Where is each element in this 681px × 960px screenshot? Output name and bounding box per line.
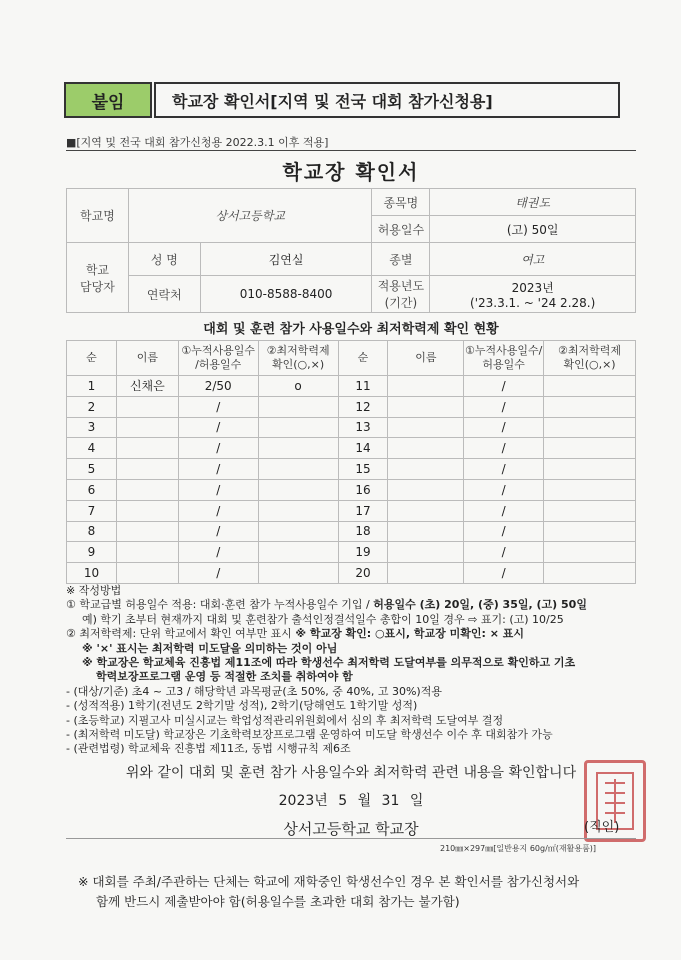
row-name: [116, 542, 178, 563]
period-text: ('23.3.1. ~ '24 2.28.): [470, 295, 596, 310]
row-no-right: 17: [338, 500, 388, 521]
row-check: [258, 500, 338, 521]
table-row: [67, 376, 636, 397]
row-name: [116, 417, 178, 438]
row-no-right: 19: [338, 542, 388, 563]
instruction-line: ※ 학교장은 학교체육 진흥법 제11조에 따라 학생선수 최저학력 도달여부를 의무적으로 확인하고 기초: [82, 656, 576, 670]
status-table: [66, 340, 636, 584]
row-name-right: [388, 521, 464, 542]
col-name-right: 이름: [388, 341, 464, 376]
row-days: /: [178, 459, 258, 480]
col-days-line2: /허용일수: [195, 358, 242, 371]
row-name-right: [388, 563, 464, 584]
row-days-right: /: [464, 417, 544, 438]
row-days: /: [178, 563, 258, 584]
row-check-right: [544, 417, 636, 438]
row-check: [258, 417, 338, 438]
row-name: [116, 438, 178, 459]
instruction-text: ② 최저학력제: 단위 학교에서 확인 여부만 표시: [66, 627, 296, 641]
principal-signature: 상서고등학교 학교장: [283, 820, 419, 838]
row-no: 5: [67, 459, 117, 480]
gender-label: 종별: [372, 243, 430, 276]
footer-note: [78, 872, 638, 912]
row-days-right: /: [464, 521, 544, 542]
row-check: [258, 563, 338, 584]
table-row: [67, 521, 636, 542]
header-title: 학교장 확인서[지역 및 전국 대회 참가신청용]: [154, 82, 620, 118]
row-name: [116, 521, 178, 542]
row-check-right: [544, 479, 636, 500]
year-label-line1: 적용년도: [377, 279, 425, 293]
row-days: /: [178, 438, 258, 459]
event-label: 종목명: [372, 189, 430, 216]
row-name-right: [388, 396, 464, 417]
instruction-line: - (관련법령) 학교체육 진흥법 제11조, 동법 시행규칙 제6조: [66, 742, 351, 756]
school-label: 학교명: [67, 189, 129, 243]
page-title: 학교장 확인서: [282, 160, 420, 184]
row-check: [258, 459, 338, 480]
year-label: [372, 276, 430, 313]
instructions: [66, 584, 646, 757]
table-row: [67, 417, 636, 438]
row-days: /: [178, 542, 258, 563]
row-days-right: /: [464, 396, 544, 417]
status-subtitle: 대회 및 훈련 참가 사용일수와 최저학력제 확인 현황: [203, 322, 499, 337]
table-row: [67, 396, 636, 417]
divider: [66, 838, 636, 839]
name-value: 김연실: [200, 243, 372, 276]
application-note: ■[지역 및 전국 대회 참가신청용 2022.3.1 이후 적용]: [66, 136, 329, 149]
col-days-line1: ①누적사용일수: [181, 344, 256, 357]
header: [64, 82, 620, 120]
col-name: 이름: [116, 341, 178, 376]
row-no: 1: [67, 376, 117, 397]
col-days-right: [464, 341, 544, 376]
row-name-right: [388, 417, 464, 438]
row-check: [258, 542, 338, 563]
seal-label: (직인): [584, 820, 620, 835]
paper-size-note: 210㎜×297㎜[일반용지 60g/㎡(재활용품)]: [440, 844, 597, 853]
school-value: 상서고등학교: [128, 189, 372, 243]
row-days-right: /: [464, 500, 544, 521]
row-name: 신채은: [116, 376, 178, 397]
row-no-right: 16: [338, 479, 388, 500]
table-row: [67, 563, 636, 584]
col-check-right: [544, 341, 636, 376]
row-check: [258, 521, 338, 542]
event-value: 태권도: [430, 189, 636, 216]
row-check-right: [544, 563, 636, 584]
row-name-right: [388, 542, 464, 563]
instruction-line: 예) 학기 초부터 현재까지 대회 및 훈련참가 출석인정결석일수 총합이 10일 경우 ⇨ 표기: (고) 10/25: [82, 612, 564, 626]
instruction-bold: 허용일수 (초) 20일, (중) 35일, (고) 50일: [373, 598, 587, 612]
row-name-right: [388, 438, 464, 459]
days-label: 허용일수: [372, 216, 430, 243]
table-header-row: [67, 341, 636, 376]
manager-label-line2: 담당자: [80, 279, 115, 294]
instruction-text: ① 학교급별 허용일수 적용: 대회·훈련 참가 누적사용일수 기입 /: [66, 598, 374, 612]
contact-value: 010-8588-8400: [200, 276, 372, 313]
year-label-line2: (기간): [384, 296, 418, 310]
row-name-right: [388, 479, 464, 500]
row-no: 8: [67, 521, 117, 542]
manager-label-line1: 학교: [85, 262, 110, 277]
col-check-right-line2: 확인(○,×): [563, 358, 616, 371]
row-days-right: /: [464, 376, 544, 397]
row-no: 3: [67, 417, 117, 438]
instruction-line: - (대상/기준) 초4 ~ 고3 / 해당학년 과목평균(초 50%, 중 40%, 고 30%)적용: [66, 684, 442, 698]
instruction-bold: ※ 학교장 확인: ○표시, 학교장 미확인: × 표시: [295, 627, 524, 641]
contact-label: 연락처: [128, 276, 200, 313]
row-days-right: /: [464, 438, 544, 459]
row-no-right: 15: [338, 459, 388, 480]
table-row: [67, 459, 636, 480]
table-row: [67, 479, 636, 500]
row-days-right: /: [464, 459, 544, 480]
row-days-right: /: [464, 542, 544, 563]
row-name: [116, 396, 178, 417]
instructions-title: ※ 작성방법: [66, 584, 122, 597]
days-value: (고) 50일: [430, 216, 636, 243]
row-days: /: [178, 521, 258, 542]
instruction-line: - (성적적용) 1학기(전년도 2학기말 성적), 2학기(당해연도 1학기말 성적): [66, 699, 418, 713]
row-no: 2: [67, 396, 117, 417]
row-no: 6: [67, 479, 117, 500]
row-no-right: 20: [338, 563, 388, 584]
instruction-line: [66, 627, 646, 641]
footer-line: ※ 대회를 주최/주관하는 단체는 학교에 재학중인 학생선수인 경우 본 확인서를 참가신청서와: [78, 874, 580, 889]
instruction-line: - (최저학력 미도달) 학교장은 기초학력보장프로그램 운영하여 미도달 학생선수 이수 후 대회참가 가능: [66, 728, 553, 742]
row-check: [258, 438, 338, 459]
col-check-right-line1: ②최저학력제: [558, 344, 622, 357]
attachment-tag: 붙임: [64, 82, 152, 118]
table-row: [67, 500, 636, 521]
row-no: 4: [67, 438, 117, 459]
row-days: /: [178, 479, 258, 500]
signing-date: 2023년 5 월 31 일: [278, 793, 424, 809]
row-name-right: [388, 500, 464, 521]
row-name: [116, 563, 178, 584]
info-table: [66, 188, 636, 313]
row-check-right: [544, 396, 636, 417]
col-no: 순: [67, 341, 117, 376]
instruction-line: ※ '×' 표시는 최저학력 미도달을 의미하는 것이 아님: [82, 641, 338, 655]
row-name-right: [388, 459, 464, 480]
row-name: [116, 500, 178, 521]
confirmation-statement: 위와 같이 대회 및 훈련 참가 사용일수와 최저학력 관련 내용을 확인합니다: [125, 765, 577, 781]
row-days: /: [178, 500, 258, 521]
row-days-right: /: [464, 479, 544, 500]
row-check: [258, 396, 338, 417]
col-days-right-line2: 허용일수: [482, 358, 525, 371]
row-no-right: 14: [338, 438, 388, 459]
row-name-right: [388, 376, 464, 397]
row-check: o: [258, 376, 338, 397]
instruction-line: - (초등학교) 지필고사 미실시교는 학업성적관리위원회에서 심의 후 최저학력 도달여부 결정: [66, 713, 504, 727]
row-no-right: 12: [338, 396, 388, 417]
row-check: [258, 479, 338, 500]
col-check-line1: ②최저학력제: [266, 344, 330, 357]
table-row: [67, 542, 636, 563]
row-check-right: [544, 521, 636, 542]
row-no-right: 18: [338, 521, 388, 542]
manager-label: [67, 243, 129, 313]
col-days-right-line1: ①누적사용일수/: [465, 344, 543, 357]
col-check-line2: 확인(○,×): [272, 358, 325, 371]
col-check: [258, 341, 338, 376]
row-check-right: [544, 376, 636, 397]
row-days-right: /: [464, 563, 544, 584]
row-check-right: [544, 438, 636, 459]
instruction-line: [66, 598, 646, 612]
row-no-right: 11: [338, 376, 388, 397]
year-value: [430, 276, 636, 313]
col-days: [178, 341, 258, 376]
row-no: 10: [67, 563, 117, 584]
instruction-line: 학력보장프로그램 운영 등 적절한 조치를 취하여야 함: [96, 670, 353, 684]
row-days: /: [178, 396, 258, 417]
table-row: [67, 438, 636, 459]
row-no-right: 13: [338, 417, 388, 438]
row-no: 9: [67, 542, 117, 563]
row-days: /: [178, 417, 258, 438]
row-check-right: [544, 459, 636, 480]
row-name: [116, 479, 178, 500]
row-name: [116, 459, 178, 480]
footer-line: 함께 반드시 제출받아야 함(허용일수를 초과한 대회 참가는 불가함): [96, 894, 460, 909]
row-no: 7: [67, 500, 117, 521]
row-check-right: [544, 542, 636, 563]
name-label: 성 명: [128, 243, 200, 276]
row-days: 2/50: [178, 376, 258, 397]
col-no-right: 순: [338, 341, 388, 376]
row-check-right: [544, 500, 636, 521]
year-text: 2023년: [511, 280, 554, 295]
gender-value: 여고: [430, 243, 636, 276]
